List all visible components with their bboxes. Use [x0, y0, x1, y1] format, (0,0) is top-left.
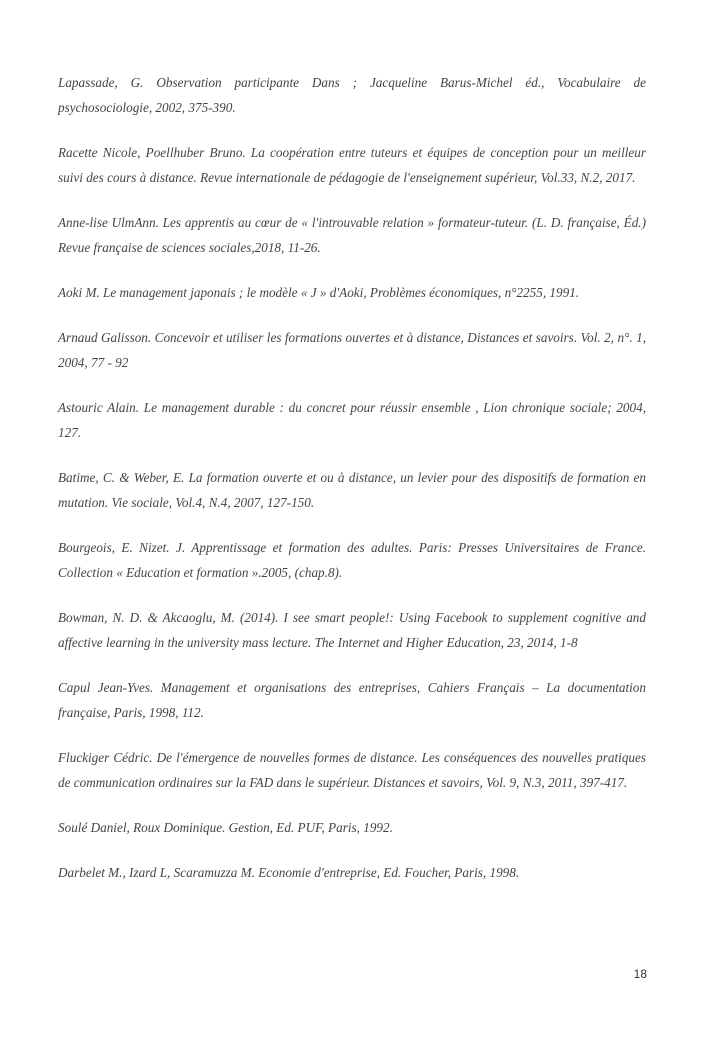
reference-entry: Lapassade, G. Observation participante Dans ; Jacqueline Barus-Michel éd., Vocabulaire de psychosociologie, 2002, 375-390. [58, 75, 646, 115]
reference-entry: Arnaud Galisson. Concevoir et utiliser les formations ouvertes et à distance, Distances et savoirs. Vol. 2, n°. 1, 2004, 77 - 92 [58, 330, 646, 370]
reference-entry: Aoki M. Le management japonais ; le modèle « J » d'Aoki, Problèmes économiques, n°2255, 1991. [58, 285, 580, 300]
reference-entry: Racette Nicole, Poellhuber Bruno. La coopération entre tuteurs et équipes de conception pour un meilleur suivi des cours à distance. Revue internationale de pédagogie de l'enseignement supérieur, Vol.33, N.2, 2017. [58, 145, 646, 185]
reference-list [58, 70, 646, 885]
reference-entry: Darbelet M., Izard L, Scaramuzza M. Economie d'entreprise, Ed. Foucher, Paris, 1998. [58, 865, 520, 880]
reference-entry: Soulé Daniel, Roux Dominique. Gestion, Ed. PUF, Paris, 1992. [58, 820, 393, 835]
reference-entry: Capul Jean-Yves. Management et organisations des entreprises, Cahiers Français – La documentation française, Paris, 1998, 112. [58, 680, 646, 720]
reference-entry: Bourgeois, E. Nizet. J. Apprentissage et formation des adultes. Paris: Presses Universitaires de France. Collection « Education et formation ».2005, (chap.8). [58, 540, 646, 580]
reference-entry: Anne-lise UlmAnn. Les apprentis au cœur de « l'introuvable relation » formateur-tuteur. (L. D. française, Éd.) Revue française de sciences sociales,2018, 11-26. [58, 215, 646, 255]
reference-entry: Astouric Alain. Le management durable : du concret pour réussir ensemble , Lion chronique sociale; 2004, 127. [58, 400, 646, 440]
page-number: 18 [633, 967, 647, 981]
reference-entry: Bowman, N. D. & Akcaoglu, M. (2014). I see smart people!: Using Facebook to supplement cognitive and affective learning in the university mass lecture. The Internet and Higher Education, 23, 2014, 1-8 [58, 610, 646, 650]
reference-entry: Batime, C. & Weber, E. La formation ouverte et ou à distance, un levier pour des dispositifs de formation en mutation. Vie sociale, Vol.4, N.4, 2007, 127-150. [58, 470, 646, 510]
reference-entry: Fluckiger Cédric. De l'émergence de nouvelles formes de distance. Les conséquences des nouvelles pratiques de communication ordinaires sur la FAD dans le supérieur. Distances et savoirs, Vol. 9, N.3, 2011, 397-417. [58, 750, 646, 790]
